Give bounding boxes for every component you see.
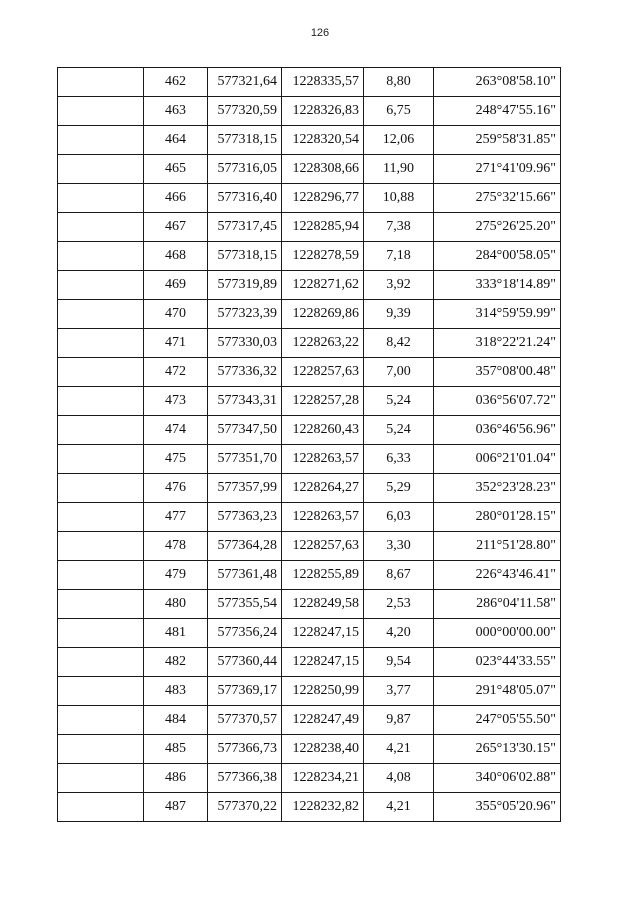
direction-angle-cell: 291°48'05.07" xyxy=(434,677,561,706)
coordinates-table xyxy=(57,67,561,822)
point-number-cell: 465 xyxy=(144,155,208,184)
y-coordinate-cell: 1228247,49 xyxy=(282,706,364,735)
empty-cell xyxy=(58,358,144,387)
y-coordinate-cell: 1228308,66 xyxy=(282,155,364,184)
table-row xyxy=(58,445,561,474)
point-number-cell: 485 xyxy=(144,735,208,764)
y-coordinate-cell: 1228335,57 xyxy=(282,68,364,97)
empty-cell xyxy=(58,445,144,474)
table-row xyxy=(58,416,561,445)
empty-cell xyxy=(58,619,144,648)
x-coordinate-cell: 577355,54 xyxy=(208,590,282,619)
direction-angle-cell: 023°44'33.55" xyxy=(434,648,561,677)
point-number-cell: 481 xyxy=(144,619,208,648)
distance-cell: 7,18 xyxy=(364,242,434,271)
distance-cell: 8,42 xyxy=(364,329,434,358)
y-coordinate-cell: 1228250,99 xyxy=(282,677,364,706)
table-row xyxy=(58,648,561,677)
direction-angle-cell: 006°21'01.04" xyxy=(434,445,561,474)
direction-angle-cell: 275°32'15.66" xyxy=(434,184,561,213)
point-number-cell: 472 xyxy=(144,358,208,387)
y-coordinate-cell: 1228271,62 xyxy=(282,271,364,300)
point-number-cell: 469 xyxy=(144,271,208,300)
y-coordinate-cell: 1228326,83 xyxy=(282,97,364,126)
direction-angle-cell: 333°18'14.89" xyxy=(434,271,561,300)
table-row xyxy=(58,619,561,648)
table-row xyxy=(58,532,561,561)
point-number-cell: 479 xyxy=(144,561,208,590)
table-row xyxy=(58,271,561,300)
table-row xyxy=(58,706,561,735)
x-coordinate-cell: 577330,03 xyxy=(208,329,282,358)
empty-cell xyxy=(58,648,144,677)
table-row xyxy=(58,242,561,271)
distance-cell: 9,87 xyxy=(364,706,434,735)
direction-angle-cell: 000°00'00.00" xyxy=(434,619,561,648)
direction-angle-cell: 247°05'55.50" xyxy=(434,706,561,735)
y-coordinate-cell: 1228263,57 xyxy=(282,445,364,474)
x-coordinate-cell: 577366,73 xyxy=(208,735,282,764)
distance-cell: 7,00 xyxy=(364,358,434,387)
distance-cell: 9,39 xyxy=(364,300,434,329)
empty-cell xyxy=(58,793,144,822)
x-coordinate-cell: 577319,89 xyxy=(208,271,282,300)
table-row xyxy=(58,735,561,764)
coordinates-table-body xyxy=(58,68,561,822)
empty-cell xyxy=(58,300,144,329)
x-coordinate-cell: 577316,05 xyxy=(208,155,282,184)
empty-cell xyxy=(58,503,144,532)
distance-cell: 7,38 xyxy=(364,213,434,242)
point-number-cell: 477 xyxy=(144,503,208,532)
y-coordinate-cell: 1228263,22 xyxy=(282,329,364,358)
empty-cell xyxy=(58,155,144,184)
y-coordinate-cell: 1228257,63 xyxy=(282,532,364,561)
direction-angle-cell: 318°22'21.24" xyxy=(434,329,561,358)
x-coordinate-cell: 577369,17 xyxy=(208,677,282,706)
point-number-cell: 487 xyxy=(144,793,208,822)
direction-angle-cell: 284°00'58.05" xyxy=(434,242,561,271)
empty-cell xyxy=(58,329,144,358)
y-coordinate-cell: 1228247,15 xyxy=(282,648,364,677)
point-number-cell: 471 xyxy=(144,329,208,358)
y-coordinate-cell: 1228296,77 xyxy=(282,184,364,213)
y-coordinate-cell: 1228255,89 xyxy=(282,561,364,590)
empty-cell xyxy=(58,416,144,445)
empty-cell xyxy=(58,242,144,271)
distance-cell: 6,03 xyxy=(364,503,434,532)
y-coordinate-cell: 1228257,28 xyxy=(282,387,364,416)
x-coordinate-cell: 577351,70 xyxy=(208,445,282,474)
x-coordinate-cell: 577361,48 xyxy=(208,561,282,590)
y-coordinate-cell: 1228320,54 xyxy=(282,126,364,155)
point-number-cell: 473 xyxy=(144,387,208,416)
distance-cell: 12,06 xyxy=(364,126,434,155)
y-coordinate-cell: 1228260,43 xyxy=(282,416,364,445)
y-coordinate-cell: 1228247,15 xyxy=(282,619,364,648)
table-row xyxy=(58,126,561,155)
x-coordinate-cell: 577357,99 xyxy=(208,474,282,503)
point-number-cell: 466 xyxy=(144,184,208,213)
point-number-cell: 463 xyxy=(144,97,208,126)
table-row xyxy=(58,358,561,387)
y-coordinate-cell: 1228257,63 xyxy=(282,358,364,387)
x-coordinate-cell: 577363,23 xyxy=(208,503,282,532)
empty-cell xyxy=(58,97,144,126)
direction-angle-cell: 036°46'56.96" xyxy=(434,416,561,445)
x-coordinate-cell: 577370,57 xyxy=(208,706,282,735)
distance-cell: 5,29 xyxy=(364,474,434,503)
empty-cell xyxy=(58,677,144,706)
y-coordinate-cell: 1228238,40 xyxy=(282,735,364,764)
table-row xyxy=(58,503,561,532)
distance-cell: 4,21 xyxy=(364,793,434,822)
distance-cell: 4,08 xyxy=(364,764,434,793)
x-coordinate-cell: 577321,64 xyxy=(208,68,282,97)
x-coordinate-cell: 577318,15 xyxy=(208,126,282,155)
direction-angle-cell: 340°06'02.88" xyxy=(434,764,561,793)
table-row xyxy=(58,387,561,416)
point-number-cell: 484 xyxy=(144,706,208,735)
x-coordinate-cell: 577356,24 xyxy=(208,619,282,648)
x-coordinate-cell: 577343,31 xyxy=(208,387,282,416)
y-coordinate-cell: 1228234,21 xyxy=(282,764,364,793)
x-coordinate-cell: 577318,15 xyxy=(208,242,282,271)
x-coordinate-cell: 577360,44 xyxy=(208,648,282,677)
direction-angle-cell: 226°43'46.41" xyxy=(434,561,561,590)
point-number-cell: 462 xyxy=(144,68,208,97)
point-number-cell: 464 xyxy=(144,126,208,155)
distance-cell: 4,20 xyxy=(364,619,434,648)
direction-angle-cell: 211°51'28.80" xyxy=(434,532,561,561)
table-row xyxy=(58,474,561,503)
direction-angle-cell: 286°04'11.58" xyxy=(434,590,561,619)
point-number-cell: 476 xyxy=(144,474,208,503)
y-coordinate-cell: 1228232,82 xyxy=(282,793,364,822)
direction-angle-cell: 357°08'00.48" xyxy=(434,358,561,387)
distance-cell: 9,54 xyxy=(364,648,434,677)
x-coordinate-cell: 577347,50 xyxy=(208,416,282,445)
distance-cell: 3,92 xyxy=(364,271,434,300)
x-coordinate-cell: 577366,38 xyxy=(208,764,282,793)
table-row xyxy=(58,329,561,358)
direction-angle-cell: 355°05'20.96" xyxy=(434,793,561,822)
table-row xyxy=(58,677,561,706)
distance-cell: 2,53 xyxy=(364,590,434,619)
point-number-cell: 478 xyxy=(144,532,208,561)
x-coordinate-cell: 577323,39 xyxy=(208,300,282,329)
empty-cell xyxy=(58,126,144,155)
empty-cell xyxy=(58,387,144,416)
empty-cell xyxy=(58,735,144,764)
empty-cell xyxy=(58,706,144,735)
y-coordinate-cell: 1228269,86 xyxy=(282,300,364,329)
x-coordinate-cell: 577317,45 xyxy=(208,213,282,242)
direction-angle-cell: 275°26'25.20" xyxy=(434,213,561,242)
table-row xyxy=(58,155,561,184)
point-number-cell: 480 xyxy=(144,590,208,619)
distance-cell: 5,24 xyxy=(364,416,434,445)
table-row xyxy=(58,184,561,213)
x-coordinate-cell: 577316,40 xyxy=(208,184,282,213)
x-coordinate-cell: 577364,28 xyxy=(208,532,282,561)
direction-angle-cell: 271°41'09.96" xyxy=(434,155,561,184)
x-coordinate-cell: 577320,59 xyxy=(208,97,282,126)
table-row xyxy=(58,793,561,822)
empty-cell xyxy=(58,68,144,97)
distance-cell: 10,88 xyxy=(364,184,434,213)
y-coordinate-cell: 1228278,59 xyxy=(282,242,364,271)
point-number-cell: 468 xyxy=(144,242,208,271)
empty-cell xyxy=(58,590,144,619)
direction-angle-cell: 248°47'55.16" xyxy=(434,97,561,126)
table-row xyxy=(58,561,561,590)
table-row xyxy=(58,97,561,126)
point-number-cell: 475 xyxy=(144,445,208,474)
direction-angle-cell: 259°58'31.85" xyxy=(434,126,561,155)
distance-cell: 8,80 xyxy=(364,68,434,97)
empty-cell xyxy=(58,271,144,300)
distance-cell: 11,90 xyxy=(364,155,434,184)
x-coordinate-cell: 577370,22 xyxy=(208,793,282,822)
y-coordinate-cell: 1228249,58 xyxy=(282,590,364,619)
direction-angle-cell: 352°23'28.23" xyxy=(434,474,561,503)
table-row xyxy=(58,213,561,242)
empty-cell xyxy=(58,213,144,242)
empty-cell xyxy=(58,474,144,503)
table-row xyxy=(58,764,561,793)
direction-angle-cell: 263°08'58.10" xyxy=(434,68,561,97)
empty-cell xyxy=(58,561,144,590)
table-row xyxy=(58,68,561,97)
direction-angle-cell: 265°13'30.15" xyxy=(434,735,561,764)
distance-cell: 6,33 xyxy=(364,445,434,474)
distance-cell: 8,67 xyxy=(364,561,434,590)
distance-cell: 6,75 xyxy=(364,97,434,126)
y-coordinate-cell: 1228264,27 xyxy=(282,474,364,503)
point-number-cell: 483 xyxy=(144,677,208,706)
distance-cell: 5,24 xyxy=(364,387,434,416)
empty-cell xyxy=(58,764,144,793)
page-number: 126 xyxy=(310,27,330,39)
x-coordinate-cell: 577336,32 xyxy=(208,358,282,387)
point-number-cell: 482 xyxy=(144,648,208,677)
distance-cell: 3,77 xyxy=(364,677,434,706)
y-coordinate-cell: 1228285,94 xyxy=(282,213,364,242)
point-number-cell: 486 xyxy=(144,764,208,793)
direction-angle-cell: 280°01'28.15" xyxy=(434,503,561,532)
distance-cell: 3,30 xyxy=(364,532,434,561)
distance-cell: 4,21 xyxy=(364,735,434,764)
table-row xyxy=(58,300,561,329)
point-number-cell: 474 xyxy=(144,416,208,445)
direction-angle-cell: 036°56'07.72" xyxy=(434,387,561,416)
point-number-cell: 470 xyxy=(144,300,208,329)
empty-cell xyxy=(58,532,144,561)
y-coordinate-cell: 1228263,57 xyxy=(282,503,364,532)
point-number-cell: 467 xyxy=(144,213,208,242)
table-row xyxy=(58,590,561,619)
empty-cell xyxy=(58,184,144,213)
direction-angle-cell: 314°59'59.99" xyxy=(434,300,561,329)
